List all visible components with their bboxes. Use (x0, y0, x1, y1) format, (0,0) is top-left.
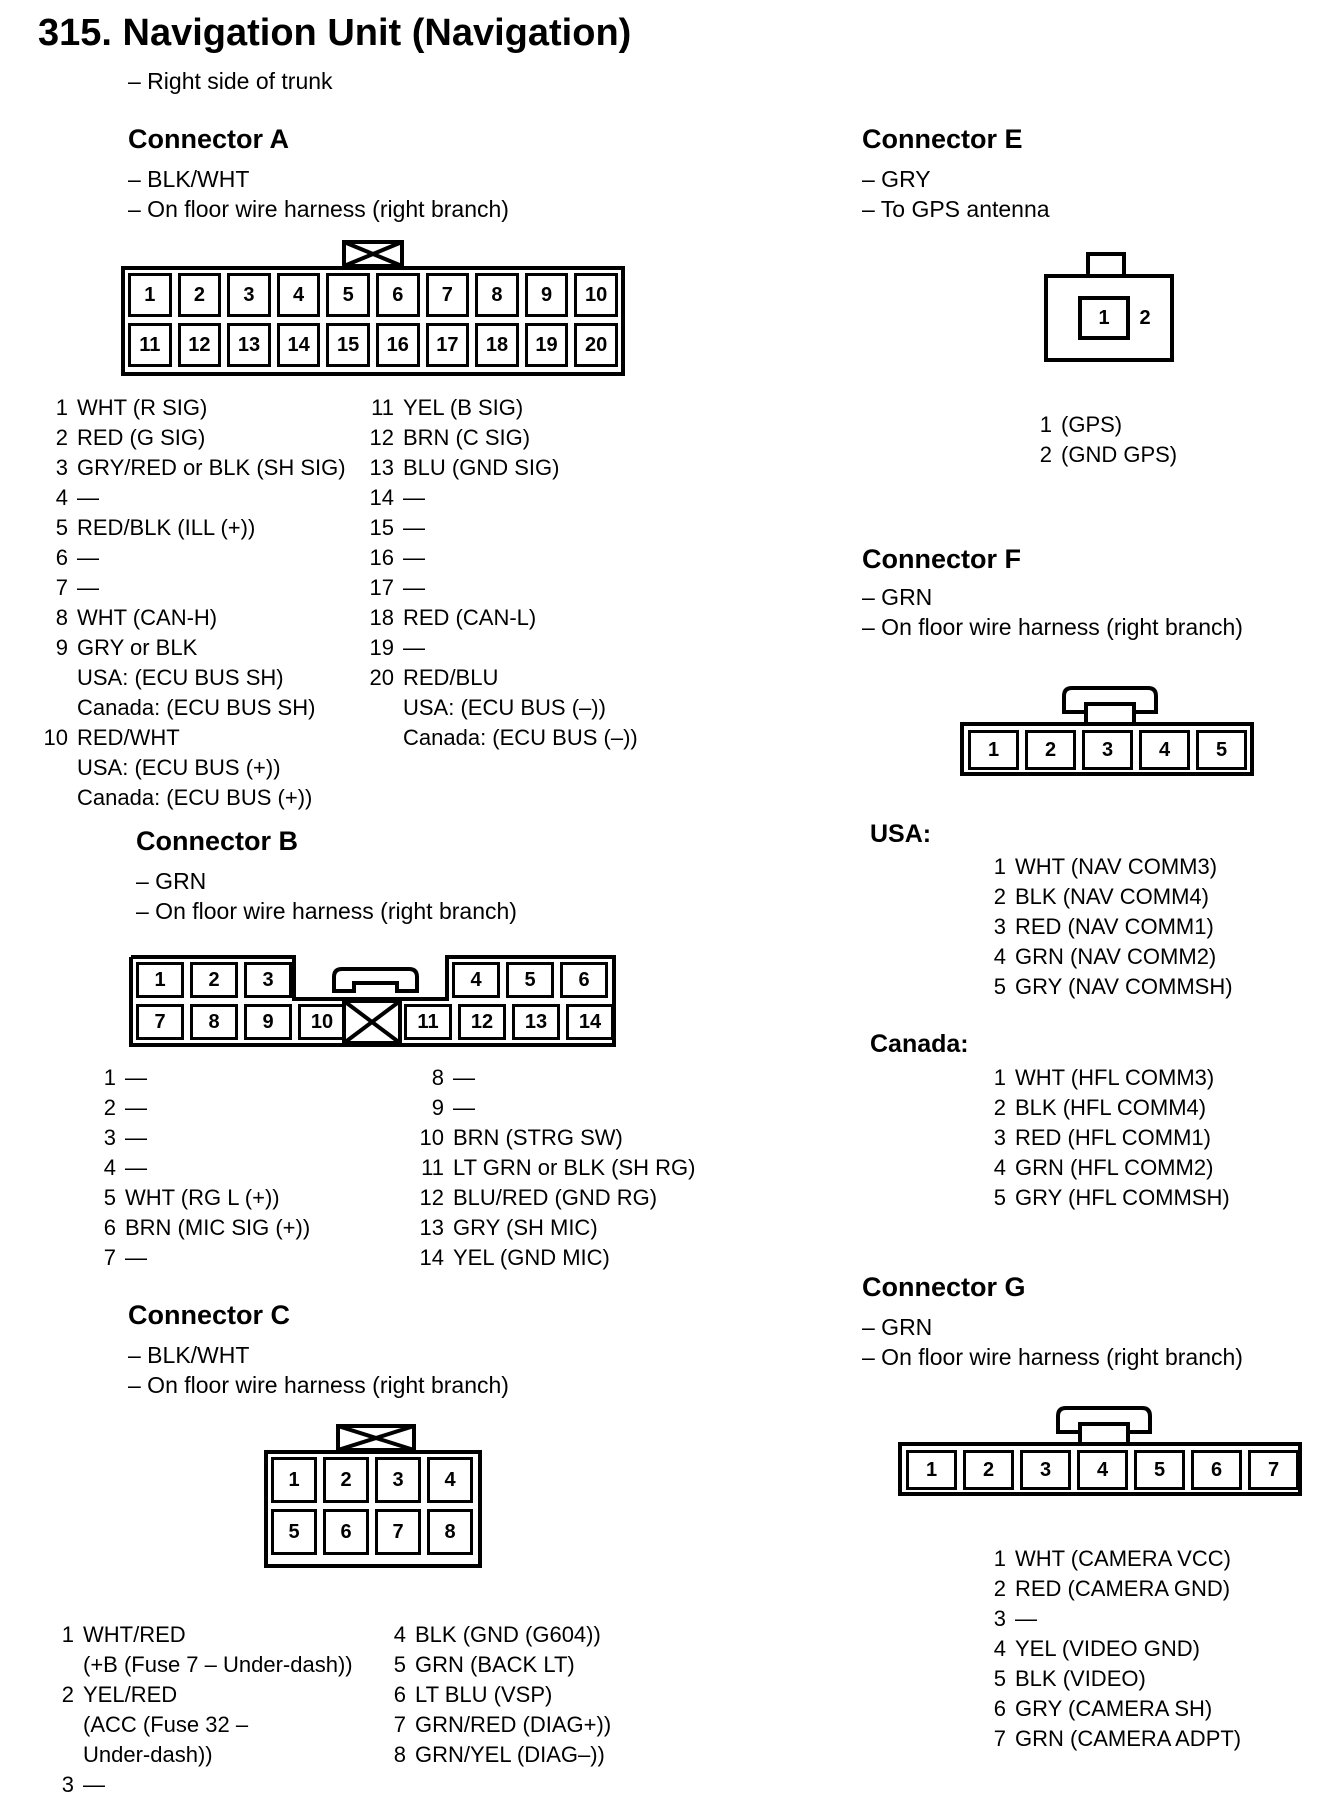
pin-number: 4 (103, 1155, 116, 1180)
connector-cell: 3 (244, 962, 292, 998)
pin-wire: LT BLU (VSP) (415, 1682, 553, 1707)
pin-row (990, 942, 1233, 972)
connector-e-pins (1036, 410, 1177, 470)
connector-cell: 1 (906, 1450, 957, 1490)
pin-row (368, 453, 638, 483)
connector-a-row-bottom (125, 320, 621, 370)
pin-wire: WHT (R SIG) (77, 395, 208, 420)
pin-wire: RED (CAMERA GND) (1015, 1576, 1231, 1601)
pin-wire: — (1015, 1606, 1037, 1631)
pin-number: 3 (61, 1772, 74, 1797)
pin-number: 7 (393, 1712, 406, 1737)
pin-detail: (+B (Fuse 7 – Under-dash)) (83, 1652, 353, 1677)
pin-number: 13 (369, 455, 394, 480)
pin-wire: — (403, 545, 425, 570)
pin-row (96, 1183, 310, 1213)
pin-number: 7 (103, 1245, 116, 1270)
pin-number: 4 (393, 1622, 406, 1647)
connector-b-pins-left (96, 1063, 310, 1273)
pin-wire: RED (CAN-L) (403, 605, 537, 630)
pin-number: 3 (993, 1606, 1006, 1631)
connector-cell: 2 (178, 273, 222, 317)
connector-f-header: Connector F (862, 544, 1021, 574)
connector-g-color: – GRN (862, 1314, 933, 1340)
connector-a-pins-right (368, 393, 638, 753)
pin-wire: YEL/RED (83, 1682, 178, 1707)
connector-e-diagram (1044, 252, 1174, 362)
pin-number: 5 (103, 1185, 116, 1210)
pin-number: 7 (993, 1726, 1006, 1751)
pin-wire: WHT (RG L (+)) (125, 1185, 280, 1210)
connector-cell: 8 (190, 1004, 238, 1040)
pin-detail: USA: (ECU BUS SH) (77, 665, 284, 690)
pin-detail: Canada: (ECU BUS SH) (77, 695, 316, 720)
connector-g-header: Connector G (862, 1272, 1026, 1302)
pin-number: 13 (419, 1215, 444, 1240)
pin-wire: BLK (NAV COMM4) (1015, 884, 1209, 909)
pin-row (96, 1123, 310, 1153)
pin-wire: BLK (VIDEO) (1015, 1666, 1146, 1691)
pin-row (368, 663, 638, 753)
pin-detail: Canada: (ECU BUS (–)) (403, 725, 638, 750)
pin-row (390, 1620, 611, 1650)
connector-c-color: – BLK/WHT (128, 1342, 250, 1368)
pin-number: 12 (369, 425, 394, 450)
connector-cell: 19 (525, 323, 569, 367)
pin-number: 1 (993, 1065, 1006, 1090)
connector-cell: 5 (506, 962, 554, 998)
connector-cell: 9 (244, 1004, 292, 1040)
pin-wire: — (125, 1065, 147, 1090)
pin-row (58, 1620, 353, 1680)
pin-row (990, 1574, 1241, 1604)
pin-number: 6 (393, 1682, 406, 1707)
pin-wire: WHT (NAV COMM3) (1015, 854, 1218, 879)
connector-cell: 4 (277, 273, 321, 317)
pin-number: 6 (993, 1696, 1006, 1721)
pin-row (58, 1680, 353, 1770)
connector-cell: 20 (574, 323, 618, 367)
pin-wire: GRN/YEL (DIAG–)) (415, 1742, 605, 1767)
pin-wire: — (125, 1245, 147, 1270)
connector-b-color: – GRN (136, 868, 207, 894)
pin-number: 12 (419, 1185, 444, 1210)
connector-a-row-top (125, 270, 621, 320)
pin-wire: GRY or BLK (77, 635, 198, 660)
pin-wire: BLU/RED (GND RG) (453, 1185, 658, 1210)
connector-cell: 11 (404, 1004, 452, 1040)
connector-f-usa-label: USA: (870, 820, 932, 848)
connector-cell: 12 (178, 323, 222, 367)
pin-wire: — (403, 515, 425, 540)
connector-a-diagram (121, 266, 625, 376)
pin-number: 9 (431, 1095, 444, 1120)
pin-row (418, 1063, 695, 1093)
pin-row (368, 423, 638, 453)
connector-a-location: – On floor wire harness (right branch) (128, 196, 509, 222)
pin-number: 3 (103, 1125, 116, 1150)
pin-number: 3 (993, 1125, 1006, 1150)
pin-number: 2 (55, 425, 68, 450)
pin-wire: GRN/RED (DIAG+)) (415, 1712, 612, 1737)
pin-wire: BRN (STRG SW) (453, 1125, 623, 1150)
connector-cell: 14 (277, 323, 321, 367)
pin-wire: — (403, 485, 425, 510)
pin-number: 11 (371, 395, 394, 420)
pin-wire: YEL (VIDEO GND) (1015, 1636, 1200, 1661)
connector-cell: 5 (271, 1509, 317, 1555)
pin-wire: RED/WHT (77, 725, 180, 750)
pin-number: 14 (419, 1245, 444, 1270)
connector-a-header: Connector A (128, 124, 289, 154)
pin-number: 8 (431, 1065, 444, 1090)
connector-cell: 16 (376, 323, 420, 367)
pin-row (418, 1093, 695, 1123)
pin-row (58, 1770, 353, 1800)
pin-number: 2 (993, 884, 1006, 909)
pin-row (96, 1213, 310, 1243)
pin-row (990, 1634, 1241, 1664)
connector-c-row-bottom (268, 1506, 478, 1558)
pin-number: 10 (419, 1125, 444, 1150)
pin-detail: USA: (ECU BUS (–)) (403, 695, 606, 720)
pin-number: 5 (993, 1185, 1006, 1210)
pin-wire: GRN (NAV COMM2) (1015, 944, 1217, 969)
pin-wire: BLU (GND SIG) (403, 455, 560, 480)
pin-row (1036, 440, 1177, 470)
pin-wire: YEL (GND MIC) (453, 1245, 610, 1270)
pin-row (42, 393, 346, 423)
pin-number: 5 (55, 515, 68, 540)
pin-number: 20 (369, 665, 394, 690)
pin-row (42, 603, 346, 633)
connector-cell: 9 (525, 273, 569, 317)
pin-number: 18 (369, 605, 394, 630)
pin-number: 8 (55, 605, 68, 630)
connector-cell: 5 (1134, 1450, 1185, 1490)
connector-b-row-top-left (133, 959, 295, 1001)
connector-cell: 2 (323, 1457, 369, 1503)
pin-detail: (ACC (Fuse 32 – (83, 1712, 249, 1737)
pin-wire: BLK (GND (G604)) (415, 1622, 601, 1647)
pin-detail: USA: (ECU BUS (+)) (77, 755, 281, 780)
connector-c-row-top (268, 1454, 478, 1506)
pin-row (390, 1650, 611, 1680)
connector-g-pins (990, 1544, 1241, 1754)
pin-number: 5 (993, 974, 1006, 999)
connector-b-row-top-right (449, 959, 611, 1001)
pin-row (96, 1243, 310, 1273)
pin-wire: RED (G SIG) (77, 425, 206, 450)
pin-wire: — (125, 1155, 147, 1180)
pin-detail: Under-dash)) (83, 1742, 213, 1767)
pin-row (368, 513, 638, 543)
pin-wire: (GPS) (1061, 412, 1123, 437)
pin-wire: GRY (SH MIC) (453, 1215, 598, 1240)
pin-wire: — (403, 575, 425, 600)
connector-cell: 8 (427, 1509, 473, 1555)
pin-row (418, 1213, 695, 1243)
connector-cell: 6 (376, 273, 420, 317)
pin-row (418, 1183, 695, 1213)
pin-number: 11 (421, 1155, 444, 1180)
pin-number: 3 (993, 914, 1006, 939)
connector-f-color: – GRN (862, 584, 933, 610)
pin-row (990, 1093, 1230, 1123)
pin-wire: — (453, 1065, 475, 1090)
pin-row (990, 882, 1233, 912)
pin-row (368, 633, 638, 663)
pin-wire: — (77, 485, 99, 510)
connector-cell: 3 (375, 1457, 421, 1503)
connector-f-usa-pins (990, 852, 1233, 1002)
pin-wire: GRN (BACK LT) (415, 1652, 575, 1677)
connector-cell: 4 (427, 1457, 473, 1503)
pin-wire: BLK (HFL COMM4) (1015, 1095, 1207, 1120)
pin-number: 8 (393, 1742, 406, 1767)
connector-cell: 6 (560, 962, 608, 998)
connector-cell: 7 (375, 1509, 421, 1555)
pin-row (96, 1153, 310, 1183)
pin-number: 2 (993, 1095, 1006, 1120)
connector-b-header: Connector B (136, 826, 298, 856)
pin-row (990, 1604, 1241, 1634)
pin-number: 4 (993, 1155, 1006, 1180)
pin-row (42, 423, 346, 453)
pin-row (390, 1740, 611, 1770)
pin-row (1036, 410, 1177, 440)
pin-wire: RED/BLU (403, 665, 499, 690)
pin-row (368, 543, 638, 573)
pin-number: 1 (1039, 412, 1052, 437)
pin-row (42, 633, 346, 723)
pin-number: 10 (43, 725, 68, 750)
page-title: 315. Navigation Unit (Navigation) (38, 12, 632, 54)
pin-wire: — (453, 1095, 475, 1120)
pin-wire: GRY (CAMERA SH) (1015, 1696, 1213, 1721)
pin-row (990, 1544, 1241, 1574)
pin-row (990, 972, 1233, 1002)
pin-row (42, 573, 346, 603)
connector-e-cell-2: 2 (1139, 306, 1151, 329)
connector-f-location: – On floor wire harness (right branch) (862, 614, 1243, 640)
connector-cell: 7 (1248, 1450, 1299, 1490)
connector-cell: 5 (326, 273, 370, 317)
pin-number: 5 (993, 1666, 1006, 1691)
pin-wire: GRN (CAMERA ADPT) (1015, 1726, 1242, 1751)
pin-number: 7 (55, 575, 68, 600)
connector-cell: 3 (1082, 730, 1133, 770)
pin-wire: — (403, 635, 425, 660)
connector-e-location: – To GPS antenna (862, 196, 1050, 222)
pin-number: 2 (61, 1682, 74, 1707)
pin-number: 17 (369, 575, 394, 600)
pin-wire: WHT/RED (83, 1622, 186, 1647)
connector-cell: 4 (1077, 1450, 1128, 1490)
connector-cell: 8 (475, 273, 519, 317)
connector-f-canada-label: Canada: (870, 1030, 969, 1058)
pin-row (990, 852, 1233, 882)
connector-a-pins-left (42, 393, 346, 813)
connector-cell: 18 (475, 323, 519, 367)
connector-cell: 10 (298, 1004, 346, 1040)
pin-row (990, 1724, 1241, 1754)
pin-wire: BRN (C SIG) (403, 425, 531, 450)
pin-wire: WHT (CAMERA VCC) (1015, 1546, 1231, 1571)
connector-cell: 14 (566, 1004, 614, 1040)
pin-wire: LT GRN or BLK (SH RG) (453, 1155, 696, 1180)
connector-cell: 2 (963, 1450, 1014, 1490)
connector-cell: 4 (452, 962, 500, 998)
connector-cell: 13 (512, 1004, 560, 1040)
pin-row (368, 573, 638, 603)
connector-g-diagram (898, 1442, 1302, 1496)
connector-e-color: – GRY (862, 166, 931, 192)
pin-wire: RED (NAV COMM1) (1015, 914, 1214, 939)
pin-wire: — (77, 575, 99, 600)
connector-cell: 6 (323, 1509, 369, 1555)
pin-wire: (GND GPS) (1061, 442, 1178, 467)
pin-row (418, 1243, 695, 1273)
pin-number: 14 (369, 485, 394, 510)
pin-wire: — (125, 1095, 147, 1120)
connector-cell: 11 (128, 323, 172, 367)
pin-row (418, 1153, 695, 1183)
connector-f-row (965, 727, 1250, 771)
pin-wire: GRY (NAV COMMSH) (1015, 974, 1233, 999)
pin-number: 6 (55, 545, 68, 570)
connector-cell: 6 (1191, 1450, 1242, 1490)
connector-cell: 1 (128, 273, 172, 317)
pin-number: 16 (369, 545, 394, 570)
pin-row (390, 1680, 611, 1710)
pin-row (42, 543, 346, 573)
pin-row (990, 1694, 1241, 1724)
connector-cell: 1 (968, 730, 1019, 770)
pin-number: 3 (55, 455, 68, 480)
connector-b-row-bottom-left (133, 1001, 349, 1043)
pin-row (42, 453, 346, 483)
connector-cell: 3 (227, 273, 271, 317)
pin-wire: BRN (MIC SIG (+)) (125, 1215, 311, 1240)
pin-number: 9 (55, 635, 68, 660)
connector-cell: 5 (1196, 730, 1247, 770)
pin-row (368, 483, 638, 513)
connector-e-cell-1: 1 (1098, 306, 1110, 329)
pin-wire: — (83, 1772, 105, 1797)
pin-number: 4 (993, 1636, 1006, 1661)
connector-c-location: – On floor wire harness (right branch) (128, 1372, 509, 1398)
connector-b-pins-right (418, 1063, 695, 1273)
connector-cell: 17 (426, 323, 470, 367)
pin-number: 1 (61, 1622, 74, 1647)
connector-e-header: Connector E (862, 124, 1023, 154)
pin-wire: WHT (CAN-H) (77, 605, 218, 630)
pin-number: 2 (1039, 442, 1052, 467)
pin-number: 1 (993, 1546, 1006, 1571)
pin-row (368, 393, 638, 423)
connector-cell: 2 (190, 962, 238, 998)
connector-c-diagram (264, 1450, 482, 1568)
pin-row (368, 603, 638, 633)
connector-b-diagram (129, 955, 616, 1047)
pin-number: 1 (103, 1065, 116, 1090)
pin-detail: Canada: (ECU BUS (+)) (77, 785, 313, 810)
pin-number: 2 (993, 1576, 1006, 1601)
pin-number: 4 (993, 944, 1006, 969)
pin-wire: GRN (HFL COMM2) (1015, 1155, 1214, 1180)
pin-row (990, 1664, 1241, 1694)
connector-b-row-bottom-right (401, 1001, 617, 1043)
pin-row (42, 513, 346, 543)
connector-c-header: Connector C (128, 1300, 290, 1330)
pin-wire: — (77, 545, 99, 570)
pin-wire: RED (HFL COMM1) (1015, 1125, 1211, 1150)
connector-g-location: – On floor wire harness (right branch) (862, 1344, 1243, 1370)
connector-a-color: – BLK/WHT (128, 166, 250, 192)
connector-cell: 12 (458, 1004, 506, 1040)
pin-number: 2 (103, 1095, 116, 1120)
connector-cell: 1 (271, 1457, 317, 1503)
connector-cell: 10 (574, 273, 618, 317)
pin-row (990, 1153, 1230, 1183)
pin-wire: RED/BLK (ILL (+)) (77, 515, 256, 540)
connector-cell: 3 (1020, 1450, 1071, 1490)
connector-cell: 1 (136, 962, 184, 998)
connector-c-pins-right (390, 1620, 611, 1770)
pin-row (990, 912, 1233, 942)
pin-row (42, 483, 346, 513)
pin-wire: — (125, 1125, 147, 1150)
pin-wire: GRY/RED or BLK (SH SIG) (77, 455, 346, 480)
pin-row (418, 1123, 695, 1153)
connector-f-diagram (960, 722, 1254, 776)
pin-row (390, 1710, 611, 1740)
pin-row (990, 1063, 1230, 1093)
pin-number: 1 (55, 395, 68, 420)
pin-row (96, 1063, 310, 1093)
pin-number: 1 (993, 854, 1006, 879)
connector-cell: 15 (326, 323, 370, 367)
connector-f-canada-pins (990, 1063, 1230, 1213)
connector-cell: 4 (1139, 730, 1190, 770)
connector-c-pins-left (58, 1620, 353, 1800)
pin-number: 15 (369, 515, 394, 540)
unit-location: – Right side of trunk (128, 68, 333, 94)
connector-cell: 7 (426, 273, 470, 317)
pin-row (990, 1183, 1230, 1213)
connector-cell: 7 (136, 1004, 184, 1040)
pin-number: 6 (103, 1215, 116, 1240)
pin-wire: GRY (HFL COMMSH) (1015, 1185, 1230, 1210)
pin-number: 4 (55, 485, 68, 510)
connector-cell: 13 (227, 323, 271, 367)
connector-g-row (903, 1447, 1302, 1491)
pin-row (96, 1093, 310, 1123)
pin-row (990, 1123, 1230, 1153)
pin-row (42, 723, 346, 813)
pin-number: 5 (393, 1652, 406, 1677)
connector-b-location: – On floor wire harness (right branch) (136, 898, 517, 924)
pin-number: 19 (369, 635, 394, 660)
connector-cell: 2 (1025, 730, 1076, 770)
pin-wire: WHT (HFL COMM3) (1015, 1065, 1215, 1090)
pin-wire: YEL (B SIG) (403, 395, 524, 420)
